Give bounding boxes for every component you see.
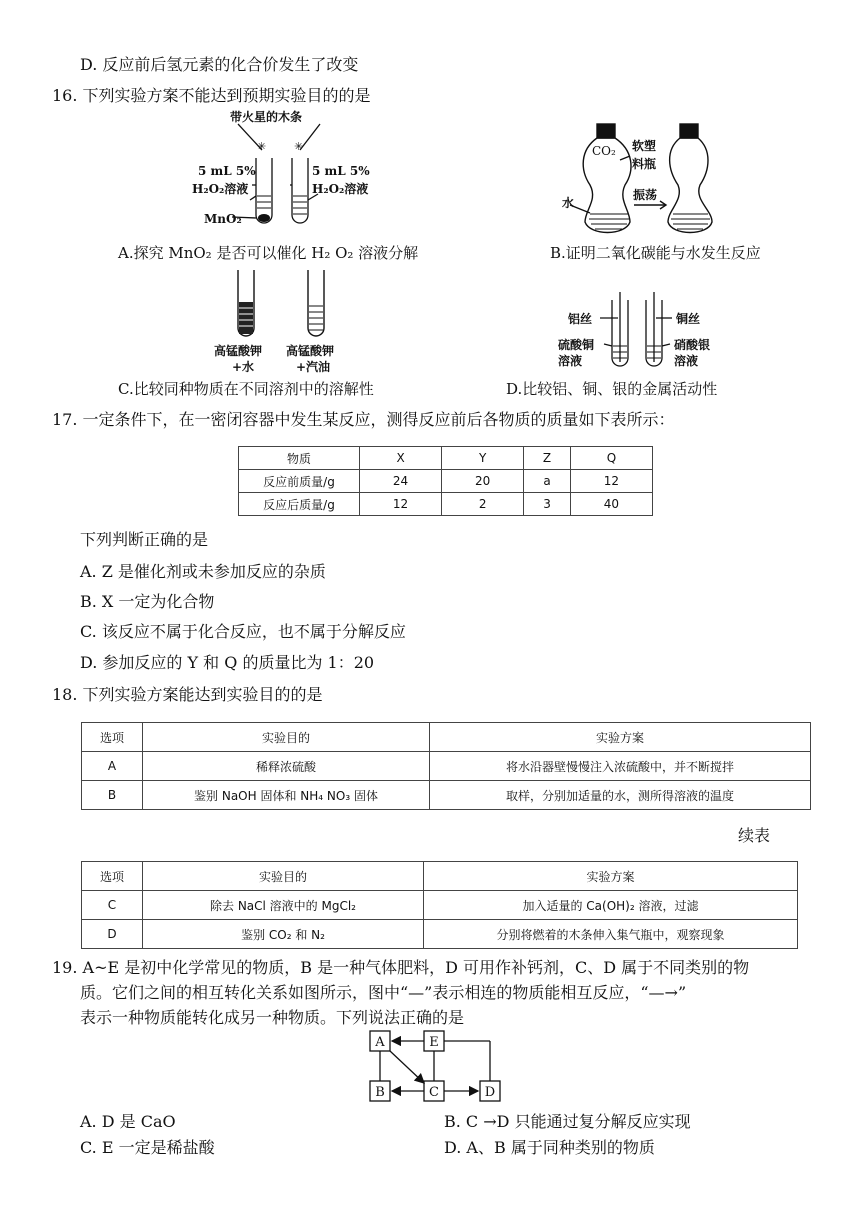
table-header-cell: X <box>360 447 442 470</box>
b-co2-label: CO₂ <box>592 144 616 158</box>
d-al-label: 铝丝 <box>568 312 593 326</box>
q17-stem: 17. 一定条件下，在一密闭容器中发生某反应，测得反应前后各物质的质量如下表所示： <box>52 410 675 429</box>
table-header-cell: Z <box>524 447 571 470</box>
table-cell: 取样，分别加适量的水，测所得溶液的温度 <box>430 781 811 810</box>
a-right-solution: H₂O₂溶液 <box>312 182 369 196</box>
q17-option-b: B. X 一定为化合物 <box>80 592 215 611</box>
table-cell: 将水沿器壁慢慢注入浓硫酸中，并不断搅拌 <box>430 752 811 781</box>
table-cell: a <box>524 470 571 493</box>
table-header-cell: 实验方案 <box>430 723 811 752</box>
table-cell: 2 <box>442 493 524 516</box>
a-right-volume: 5 mL 5% <box>312 164 370 178</box>
q19-option-d: D. A、B 属于同种类别的物质 <box>444 1138 655 1157</box>
q19-option-c: C. E 一定是稀盐酸 <box>80 1138 215 1157</box>
c-right-label-2: +汽油 <box>296 360 331 374</box>
q17-option-c: C. 该反应不属于化合反应，也不属于分解反应 <box>80 622 406 641</box>
d-right-label-1: 硝酸银 <box>674 338 711 352</box>
q16-b-caption: B.证明二氧化碳能与水发生反应 <box>550 244 761 262</box>
table-header-cell: 选项 <box>82 862 143 891</box>
table-header-cell: 实验方案 <box>424 862 798 891</box>
table-header-cell: Q <box>570 447 652 470</box>
table-cell: 鉴别 NaOH 固体和 NH₄ NO₃ 固体 <box>143 781 430 810</box>
node-d: D <box>484 1085 496 1100</box>
table-cell: A <box>82 752 143 781</box>
table-cell: D <box>82 920 143 949</box>
svg-text:✳: ✳ <box>294 140 304 153</box>
q19-line2: 质。它们之间的相互转化关系如图所示，图中“—”表示相连的物质能相互反应，“—→” <box>80 983 687 1002</box>
table-cell: 反应前质量/g <box>239 470 360 493</box>
d-left-label-2: 溶液 <box>558 354 583 368</box>
d-left-label-1: 硫酸铜 <box>558 338 595 352</box>
continued-label: 续表 <box>738 826 771 845</box>
q15-option-d: D. 反应前后氢元素的化合价发生了改变 <box>80 55 359 74</box>
q19-option-a: A. D 是 CaO <box>80 1112 176 1131</box>
splint-label: 带火星的木条 <box>230 110 303 124</box>
b-shake-label: 振荡 <box>633 188 658 202</box>
d-cu-label: 铜丝 <box>676 312 701 326</box>
table-header-cell: Y <box>442 447 524 470</box>
d-right-label-2: 溶液 <box>674 354 699 368</box>
table-cell: 反应后质量/g <box>239 493 360 516</box>
table-cell: 3 <box>524 493 571 516</box>
q17-option-d: D. 参加反应的 Y 和 Q 的质量比为 1：20 <box>80 653 375 672</box>
table-header-cell: 物质 <box>239 447 360 470</box>
c-right-label-1: 高锰酸钾 <box>286 344 335 358</box>
node-e: E <box>429 1035 439 1050</box>
a-left-volume: 5 mL 5% <box>198 164 256 178</box>
q19-line3: 表示一种物质能转化成另一种物质。下列说法正确的是 <box>80 1008 465 1027</box>
table-cell: 12 <box>360 493 442 516</box>
node-a: A <box>375 1035 385 1050</box>
q16-a-caption: A.探究 MnO₂ 是否可以催化 H₂ O₂ 溶液分解 <box>118 244 419 262</box>
q16-d-caption: D.比较铝、铜、银的金属活动性 <box>506 380 718 398</box>
c-left-label-2: +水 <box>232 360 255 374</box>
q19-line1: 19. A~E 是初中化学常见的物质，B 是一种气体肥料，D 可用作补钙剂，C、D 属于不同类别的物 <box>52 958 750 977</box>
table-cell: 40 <box>570 493 652 516</box>
node-b: B <box>375 1085 385 1100</box>
node-c: C <box>429 1085 439 1100</box>
q16-c-caption: C.比较同种物质在不同溶剂中的溶解性 <box>118 380 374 398</box>
q17-option-a: A. Z 是催化剂或未参加反应的杂质 <box>80 562 326 581</box>
table-cell: 24 <box>360 470 442 493</box>
table-cell: 分别将燃着的木条伸入集气瓶中，观察现象 <box>424 920 798 949</box>
b-bottle-label-1: 软塑 <box>632 139 657 153</box>
table-cell: 鉴别 CO₂ 和 N₂ <box>143 920 424 949</box>
table-header-cell: 实验目的 <box>143 723 430 752</box>
c-left-label-1: 高锰酸钾 <box>214 344 263 358</box>
b-water-label: 水 <box>562 196 575 210</box>
a-mno2: MnO₂ <box>204 212 242 226</box>
q16-stem: 16. 下列实验方案不能达到预期实验目的的是 <box>52 86 371 105</box>
q17-prompt: 下列判断正确的是 <box>80 530 209 549</box>
table-cell: 稀释浓硫酸 <box>143 752 430 781</box>
a-left-solution: H₂O₂溶液 <box>192 182 249 196</box>
b-bottle-label-2: 料瓶 <box>632 157 657 171</box>
table-cell: B <box>82 781 143 810</box>
svg-text:✳: ✳ <box>257 140 267 153</box>
q18-stem: 18. 下列实验方案能达到实验目的的是 <box>52 685 323 704</box>
table-cell: 除去 NaCl 溶液中的 MgCl₂ <box>143 891 424 920</box>
table-header-cell: 实验目的 <box>143 862 424 891</box>
table-cell: C <box>82 891 143 920</box>
table-cell: 加入适量的 Ca(OH)₂ 溶液，过滤 <box>424 891 798 920</box>
table-header-cell: 选项 <box>82 723 143 752</box>
q19-option-b: B. C →D 只能通过复分解反应实现 <box>444 1112 691 1131</box>
table-cell: 20 <box>442 470 524 493</box>
table-cell: 12 <box>570 470 652 493</box>
